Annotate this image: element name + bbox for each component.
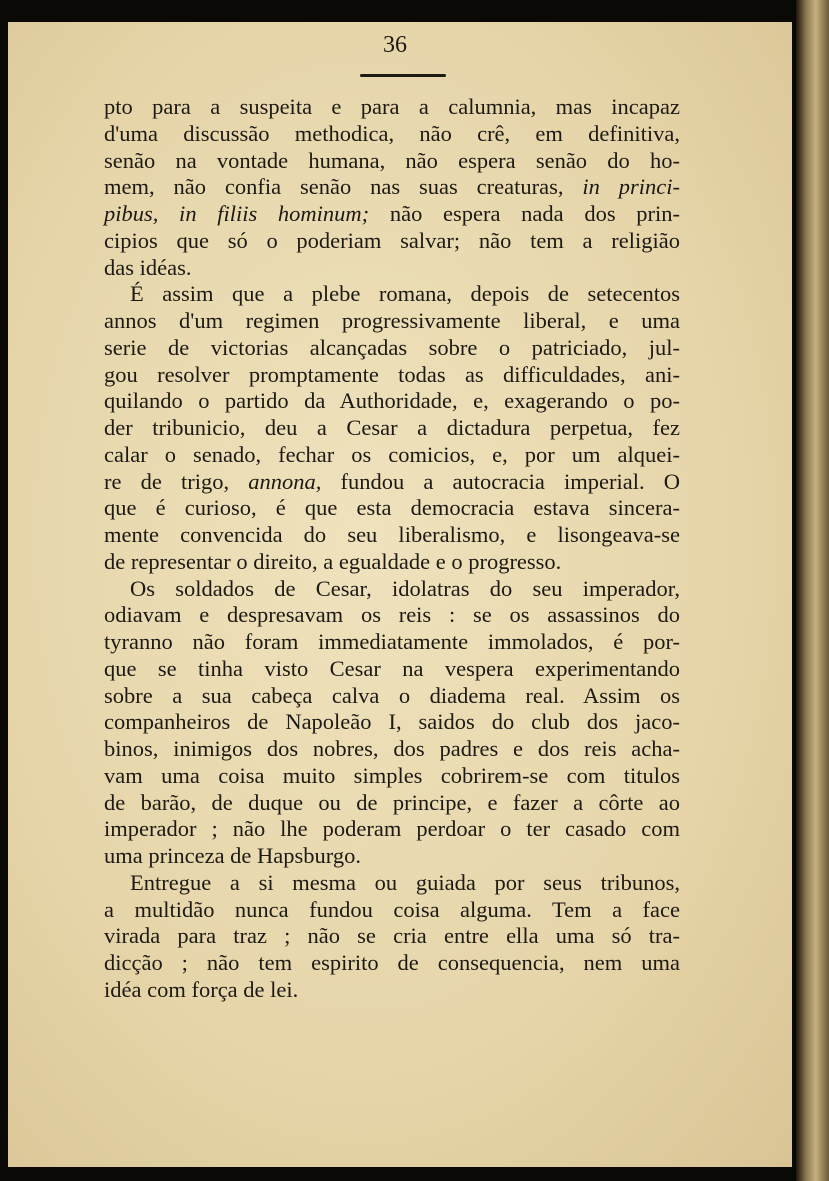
text-run: sobre a sua cabeça calva o diadema real. Assim os	[104, 682, 680, 708]
text-run: não espera nada dos prin-	[369, 201, 680, 226]
text-run: que é curioso, é que esta democracia estava sincera-	[104, 495, 680, 521]
text-run: que se tinha visto Cesar na vespera experimentando	[104, 655, 680, 681]
text-run: das idéas.	[104, 254, 192, 280]
text-run: uma princeza de Hapsburgo.	[104, 843, 361, 868]
text-line	[104, 602, 680, 629]
text-run: re de trigo,	[104, 468, 249, 494]
text-run: vam uma coisa muito simples cobrirem-se com titulos	[104, 762, 680, 788]
text-line	[104, 174, 680, 201]
text-line	[104, 469, 680, 496]
text-line	[104, 121, 680, 148]
text-run: É assim que a plebe romana, depois de setecentos	[130, 281, 680, 307]
text-line	[104, 763, 680, 790]
text-run: idéa com força de lei.	[104, 976, 299, 1002]
text-line	[104, 576, 680, 603]
text-run: Os soldados de Cesar, idolatras do seu imperador,	[130, 575, 680, 601]
text-run: virada para traz ; não se cria entre ella uma só tra-	[104, 923, 680, 949]
text-run: quilando o partido da Authoridade, e, exagerando o po-	[104, 388, 680, 414]
text-run: dicção ; não tem espirito de consequencia, nem uma	[104, 950, 680, 975]
text-run: imperador ; não lhe poderam perdoar o ter casado com	[104, 816, 680, 842]
text-line	[104, 335, 680, 362]
text-line	[104, 790, 680, 817]
text-run: gou resolver promptamente todas as difficuldades, ani-	[104, 361, 680, 387]
text-run: annos d'um regimen progressivamente liberal, e uma	[104, 308, 680, 333]
text-run: binos, inimigos dos nobres, dos padres e dos reis acha-	[104, 736, 680, 761]
text-run: Entregue a si mesma ou guiada por seus tribunos,	[130, 869, 680, 895]
text-line	[104, 94, 680, 121]
text-line	[104, 629, 680, 656]
text-run: calar o senado, fechar os comicios, e, por um alquei-	[104, 441, 680, 467]
text-run: de barão, de duque ou de principe, e fazer a côrte ao	[104, 789, 680, 815]
text-run: odiavam e despresavam os reis : se os assassinos do	[104, 602, 680, 628]
text-line	[104, 495, 680, 522]
text-run: senão na vontade humana, não espera senão do ho-	[104, 147, 680, 173]
italic-text: annona,	[248, 468, 322, 494]
text-run: mente convencida do seu liberalismo, e lisongeava-se	[104, 522, 680, 547]
text-line	[104, 709, 680, 736]
text-line	[104, 201, 680, 228]
text-line	[104, 549, 680, 576]
text-line	[104, 923, 680, 950]
text-line	[104, 148, 680, 175]
page-number: 36	[383, 32, 407, 58]
text-line	[104, 977, 680, 1004]
italic-text: in princi-	[582, 174, 680, 200]
header-rule	[360, 74, 446, 77]
text-run: serie de victorias alcançadas sobre o patriciado, jul-	[104, 334, 680, 360]
text-line	[104, 870, 680, 897]
text-run: d'uma discussão methodica, não crê, em definitiva,	[104, 120, 680, 146]
text-line	[104, 388, 680, 415]
text-line	[104, 897, 680, 924]
text-line	[104, 442, 680, 469]
text-run: der tribunicio, deu a Cesar a dictadura perpetua, fez	[104, 415, 680, 440]
text-run: pto para a suspeita e para a calumnia, mas incapaz	[104, 94, 680, 119]
text-run: mem, não confia senão nas suas creaturas,	[104, 174, 583, 200]
text-line	[104, 255, 680, 282]
page-body-text	[104, 94, 680, 1004]
text-line	[104, 843, 680, 870]
text-line	[104, 816, 680, 843]
text-line	[104, 308, 680, 335]
text-line	[104, 228, 680, 255]
adjacent-page-edge	[796, 0, 829, 1181]
italic-text: pibus, in filiis hominum;	[104, 201, 370, 226]
text-line	[104, 281, 680, 308]
text-line	[104, 362, 680, 389]
text-run: de representar o direito, a egualdade e o progresso.	[104, 548, 562, 574]
text-line	[104, 656, 680, 683]
text-run: tyranno não foram immediatamente immolados, é por-	[104, 629, 680, 654]
text-line	[104, 950, 680, 977]
text-line	[104, 683, 680, 710]
text-line	[104, 522, 680, 549]
text-run: fundou a autocracia imperial. O	[321, 468, 680, 494]
text-line	[104, 415, 680, 442]
text-run: companheiros de Napoleão I, saidos do club dos jaco-	[104, 709, 680, 735]
text-run: a multidão nunca fundou coisa alguma. Tem a face	[104, 896, 680, 922]
text-line	[104, 736, 680, 763]
text-run: cipios que só o poderiam salvar; não tem a religião	[104, 227, 680, 253]
